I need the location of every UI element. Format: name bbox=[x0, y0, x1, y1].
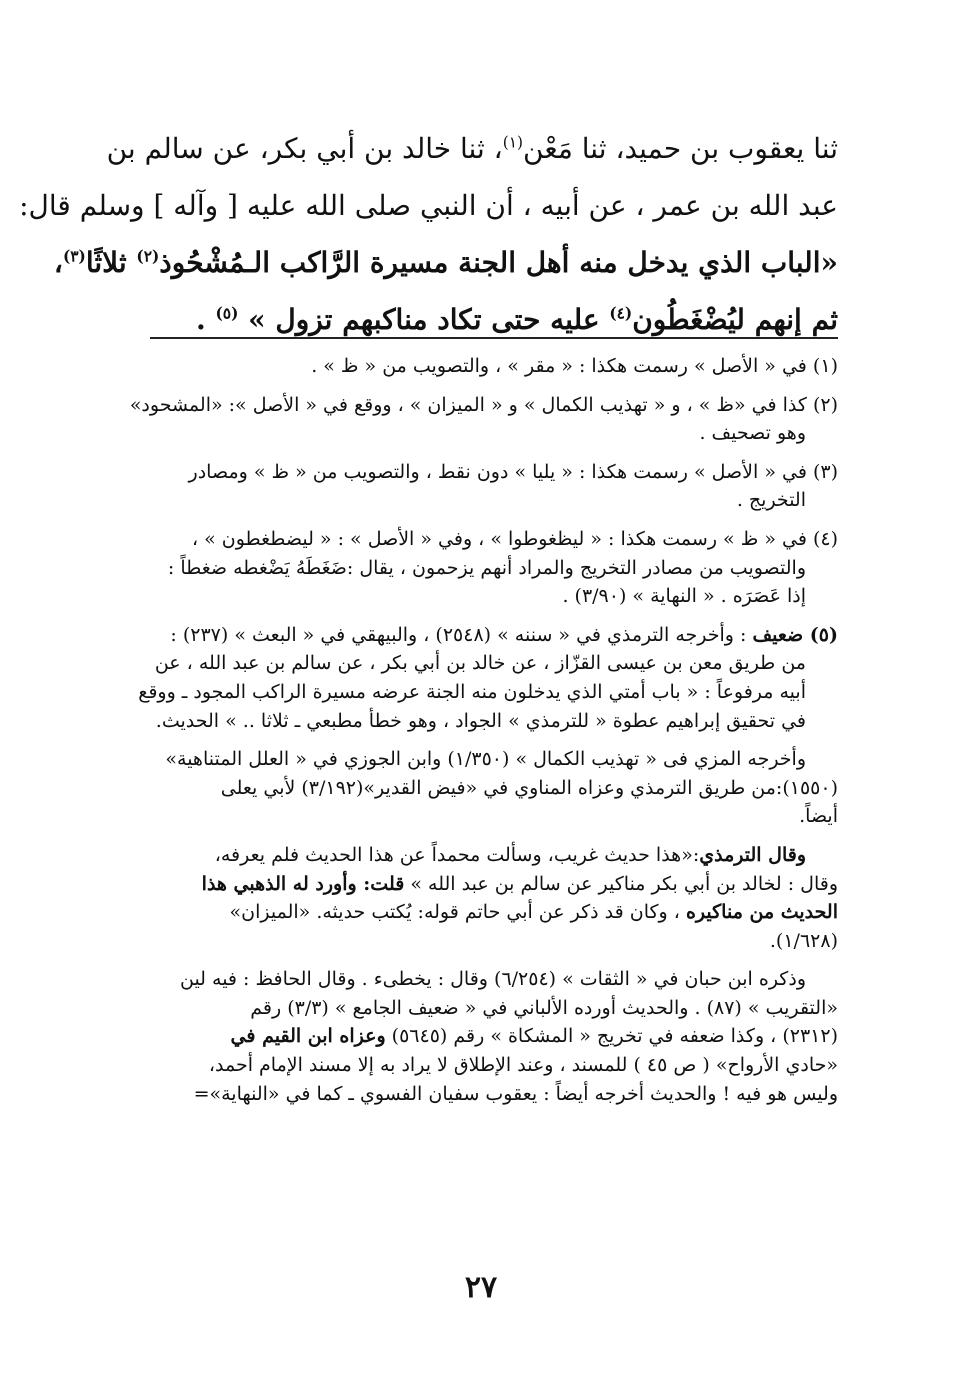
footnote-4: (٤) في « ظ » رسمت هكذا : « ليظغوطوا » ، وفي « الأصل » : « ليضطغطون » ، والتصويب من مصادر التخريج والمراد أنهم يزحمون ، يقال :ضَغَطَهُ يَضْغطه ضغطاً : إذا عَصَرَه . « النهاية » (٣/٩٠) . bbox=[167, 527, 838, 608]
footnotes bbox=[129, 352, 838, 1118]
footnote-2: (٢) كذا في «ظ » ، و « تهذيب الكمال » و « الميزان » ، ووقع في « الأصل »: «المشحود» وهو تصحيف . bbox=[129, 393, 838, 445]
grade-label: (٥) ضعيف bbox=[752, 623, 838, 646]
footnote-5-para-4: وذكره ابن حبان في « الثقات » (٦/٢٥٤) وقال : يخطىء . وقال الحافظ : فيه لين «التقريب » (٨٧) . والحديث أورده الألباني في « ضعيف الجامع » (٣/٣) رقم (٢٣١٢) ، وكذا ضعفه في تخريج « المشكاة » رقم (٥٦٤٥) وعزاه ابن القيم في «حادي الأرواح» ( ص ٤٥ ) للمسند ، وعند الإطلاق لا يراد به إلا مسند الإمام أحمد، وليس هو فيه ! والحديث أخرجه أيضاً : يعقوب سفيان الفسوي ـ كما في «النهاية»= bbox=[179, 968, 838, 1105]
footnote-3: (٣) في « الأصل » رسمت هكذا : « يليا » دون نقط ، والتصويب من « ظ » ومصادر التخريج . bbox=[188, 460, 838, 512]
footnote-ref-5: (٥) bbox=[215, 304, 239, 323]
main-line-4: ثم إنهم ليُضْغَطُون$^{(٤)}$ عليه حتى تكاد مناكبهم تزول » $^{(٥)}$ . bbox=[196, 303, 838, 336]
footnote-ref-1: (١) bbox=[502, 133, 524, 152]
footnote-separator bbox=[150, 337, 838, 339]
page-number: ٢٧ bbox=[464, 1270, 498, 1305]
footnote-5-para-2: وأخرجه المزي فى « تهذيب الكمال » (١/٣٥٠) وابن الجوزي في « العلل المتناهية» (١٥٥٠):من طريق الترمذي وعزاه المناوي في «فيض القدير»(٣/١٩٢) لأبي يعلى أيضاً. bbox=[165, 748, 838, 828]
footnote-5-para-3: وقال الترمذي:«هذا حديث غريب، وسألت محمداً عن هذا الحديث فلم يعرفه، وقال : لخالد بن أبي بكر مناكير عن سالم بن عبد الله » قلت: وأورد له الذهبي هذا الحديث من مناكيره ، وكان قد ذكر عن أبي حاتم قوله: يُكتب حديثه. «الميزان» (١/٦٢٨). bbox=[201, 843, 838, 952]
main-line-3: «الباب الذي يدخل منه أهل الجنة مسيرة الرَّاكب الـمُشْحُوذ$^{(٢)}$ ثلاثًا$^{(٣)}$، bbox=[53, 246, 838, 279]
footnote-ref-2: (٢) bbox=[136, 247, 160, 266]
footnote-ref-4: (٤) bbox=[609, 304, 633, 323]
footnote-1: (١) في « الأصل » رسمت هكذا : « مقر » ، والتصويب من « ظ » . bbox=[311, 355, 838, 377]
footnote-5: (٥) ضعيف : وأخرجه الترمذي في « سننه » (٢٥٤٨) ، والبيهقي في « البعث » (٢٣٧) : من طريق معن بن عيسى القزّاز ، عن خالد بن أبي بكر ، عن سالم بن عبد الله ، عن أبيه مرفوعاً : « باب أمتي الذي يدخلون منه الجنة عرضه مسيرة الراكب المجود ـ ووقع في تحقيق إبراهيم عطوة « للترمذي » الجواد ، وهو خطأ مطبعي ـ ثلاثا .. » الحديث. bbox=[138, 623, 838, 732]
hadith-text bbox=[19, 120, 838, 348]
main-text-block bbox=[19, 120, 838, 348]
footnote-ref-3: (٣) bbox=[62, 247, 86, 266]
main-line-1: ثنا يعقوب بن حميد، ثنا مَعْن$^{(١)}$، ثنا خالد بن أبي بكر، عن سالم بن bbox=[106, 132, 838, 165]
main-line-2: عبد الله بن عمر ، عن أبيه ، أن النبي صلى الله عليه [ وآله ] وسلم قال: bbox=[19, 189, 838, 222]
